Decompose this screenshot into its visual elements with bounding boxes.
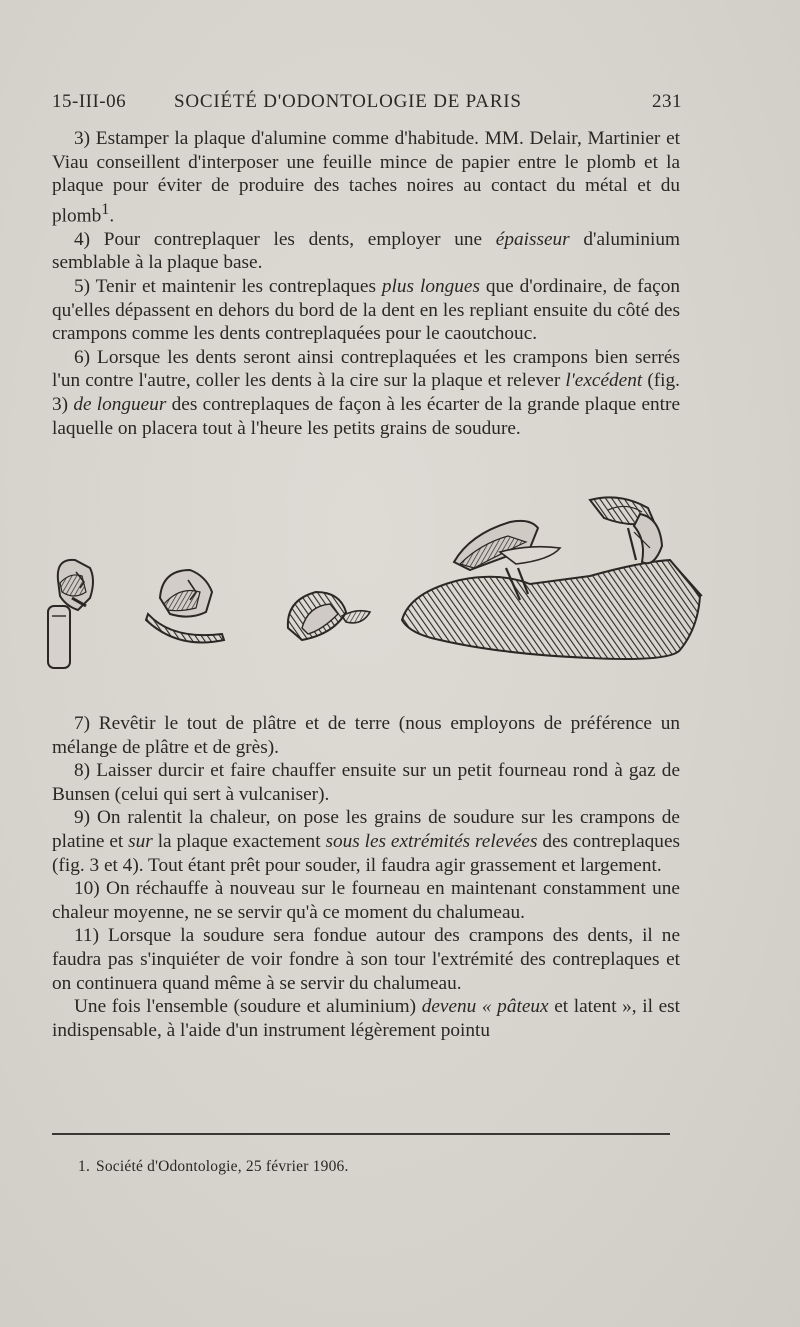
italic-phrase: l'excédent xyxy=(565,370,643,392)
text-run: 4) Pour contreplaquer les dents, employer une xyxy=(74,228,496,250)
text-run: 7) Revêtir le tout de plâtre et de terre (nous employons de préférence un mélange de plâtre et de grès). xyxy=(52,713,680,758)
text-run: 10) On réchauffe à nouveau sur le fourneau en maintenant constamment une chaleur moyenne, ne se servir qu'à ce moment du chalumeau. xyxy=(52,878,680,923)
italic-phrase: plus longues xyxy=(381,275,480,297)
body-text-top xyxy=(52,127,680,440)
italic-phrase: épaisseur xyxy=(495,228,570,250)
paragraph xyxy=(52,228,680,275)
paragraph xyxy=(52,712,680,759)
text-run: des contreplaques (fig. 3 et 4). Tout étant prêt pour souder, il faudra agir grassement et largement. xyxy=(52,830,681,876)
text-run: 9) On ralentit la chaleur, on pose les grains de soudure sur les crampons de platine et xyxy=(52,807,680,852)
paragraph xyxy=(52,346,680,440)
paragraph xyxy=(52,995,680,1042)
italic-phrase: sous les extrémités relevées xyxy=(325,830,538,852)
footnote-marker: 1 xyxy=(101,200,110,218)
body-text-bottom xyxy=(52,712,680,1042)
text-run: 11) Lorsque la soudure sera fondue autour des crampons des dents, il ne faudra pas s'inquiéter de voir fondre à son tour l'extrémité des contreplaques et on continuera quand même à se servir du chalumeau. xyxy=(52,925,680,994)
footnote-text: Société d'Odontologie, 25 février 1906. xyxy=(96,1158,349,1175)
page-number: 231 xyxy=(652,91,682,112)
text-run: 6) Lorsque les dents seront ainsi contreplaquées et les crampons bien serrés l'un contre l'autre, coller les dents à la cire sur la plaque et relever xyxy=(52,346,680,392)
tooth-drawing-3 xyxy=(288,592,370,640)
paragraph xyxy=(52,127,680,228)
text-run: Une fois l'ensemble (soudure et aluminium) xyxy=(74,996,422,1018)
text-run: des contreplaques de façon à les écarter de la grande plaque entre laquelle on placera tout à l'heure les petits grains de soudure. xyxy=(52,393,681,439)
italic-phrase: de longueur xyxy=(73,393,167,415)
paragraph xyxy=(52,924,680,995)
italic-phrase: sur xyxy=(128,830,153,852)
figure-teeth-illustration xyxy=(30,488,710,688)
text-run: 8) Laisser durcir et faire chauffer ensuite sur un petit fourneau rond à gaz de Bunsen (celui qui sert à vulcaniser). xyxy=(52,760,680,805)
tooth-drawing-1 xyxy=(48,560,93,668)
footnote-separator xyxy=(52,1133,670,1135)
tooth-drawing-2 xyxy=(146,570,224,643)
footnote-number: 1. xyxy=(78,1158,91,1175)
italic-phrase: devenu « pâteux xyxy=(421,996,549,1018)
text-run: que d'ordinaire, de façon qu'elles dépassent en dehors du bord de la dent en les repliant ensuite du côté des crampons comme les dents contreplaquées pour le caoutchouc. xyxy=(52,275,680,345)
paragraph xyxy=(52,877,680,924)
text-run: . xyxy=(109,205,115,227)
text-run: et latent », il est indispensable, à l'aide d'un instrument légèrement pointu xyxy=(52,996,680,1041)
text-run: 5) Tenir et maintenir les contreplaques xyxy=(74,275,382,297)
running-header xyxy=(52,91,682,117)
text-run: (fig. 3) xyxy=(52,370,680,415)
paragraph xyxy=(52,759,680,806)
paragraph xyxy=(52,275,680,346)
header-date: 15-III-06 xyxy=(52,91,127,112)
header-journal-title: SOCIÉTÉ D'ODONTOLOGIE DE PARIS xyxy=(174,91,522,112)
text-run: 3) Estamper la plaque d'alumine comme d'habitude. MM. Delair, Martinier et Viau conseillent d'interposer une feuille mince de papier entre le plomb et la plaque pour éviter de produire des taches noires au contact du métal et du plomb xyxy=(52,128,680,227)
plate-drawing xyxy=(402,497,702,659)
text-run: la plaque exactement xyxy=(152,830,326,852)
text-run: d'aluminium semblable à la plaque base. xyxy=(52,228,681,274)
footnote xyxy=(78,1158,349,1176)
paragraph xyxy=(52,806,680,877)
